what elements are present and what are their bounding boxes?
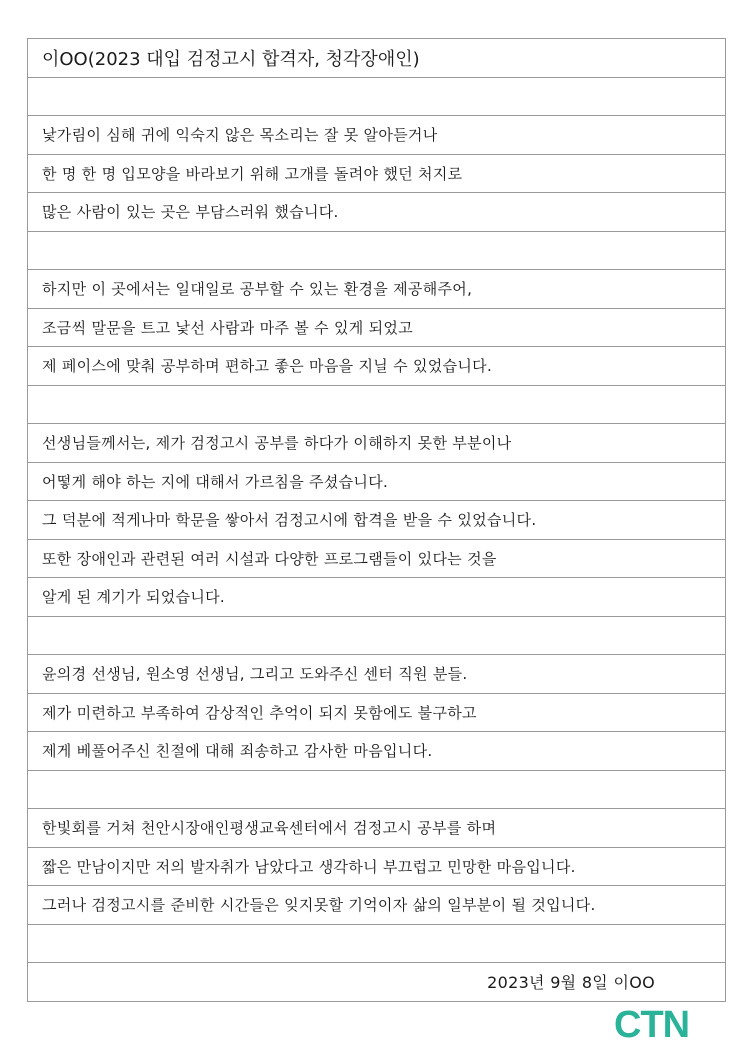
letter-sheet [27,38,726,1002]
letter-line: 조금씩 말문을 트고 낯선 사람과 마주 볼 수 있게 되었고 [27,309,726,348]
signature-line: 2023년 9월 8일 이OO [27,963,726,1002]
letter-line: 그러나 검정고시를 준비한 시간들은 잊지못할 기억이자 삶의 일부분이 될 것입니다. [27,886,726,925]
blank-line [27,925,726,964]
letter-line: 낯가림이 심해 귀에 익숙지 않은 목소리는 잘 못 알아듣거나 [27,116,726,155]
letter-line: 한 명 한 명 입모양을 바라보기 위해 고개를 돌려야 했던 처지로 [27,155,726,194]
blank-line [27,232,726,271]
blank-line [27,771,726,810]
letter-line: 한빛회를 거쳐 천안시장애인평생교육센터에서 검정고시 공부를 하며 [27,809,726,848]
letter-line: 하지만 이 곳에서는 일대일로 공부할 수 있는 환경을 제공해주어, [27,270,726,309]
letter-line: 많은 사람이 있는 곳은 부담스러워 했습니다. [27,193,726,232]
letter-line: 제가 미련하고 부족하여 감상적인 추억이 되지 못함에도 불구하고 [27,694,726,733]
letter-line: 윤의경 선생님, 원소영 선생님, 그리고 도와주신 센터 직원 분들. [27,655,726,694]
letter-line: 그 덕분에 적게나마 학문을 쌓아서 검정고시에 합격을 받을 수 있었습니다. [27,501,726,540]
ctn-logo: CTN [614,1004,690,1046]
blank-line [27,617,726,656]
letter-line: 제게 베풀어주신 친절에 대해 죄송하고 감사한 마음입니다. [27,732,726,771]
blank-line [27,78,726,117]
blank-line [27,386,726,425]
letter-line: 선생님들께서는, 제가 검정고시 공부를 하다가 이해하지 못한 부분이나 [27,424,726,463]
letter-line: 어떻게 해야 하는 지에 대해서 가르침을 주셨습니다. [27,463,726,502]
letter-line: 알게 된 계기가 되었습니다. [27,578,726,617]
letter-line: 또한 장애인과 관련된 여러 시설과 다양한 프로그램들이 있다는 것을 [27,540,726,579]
letter-line: 제 페이스에 맞춰 공부하며 편하고 좋은 마음을 지닐 수 있었습니다. [27,347,726,386]
letter-title: 이OO(2023 대입 검정고시 합격자, 청각장애인) [27,39,726,78]
letter-line: 짧은 만남이지만 저의 발자취가 남았다고 생각하니 부끄럽고 민망한 마음입니다. [27,848,726,887]
